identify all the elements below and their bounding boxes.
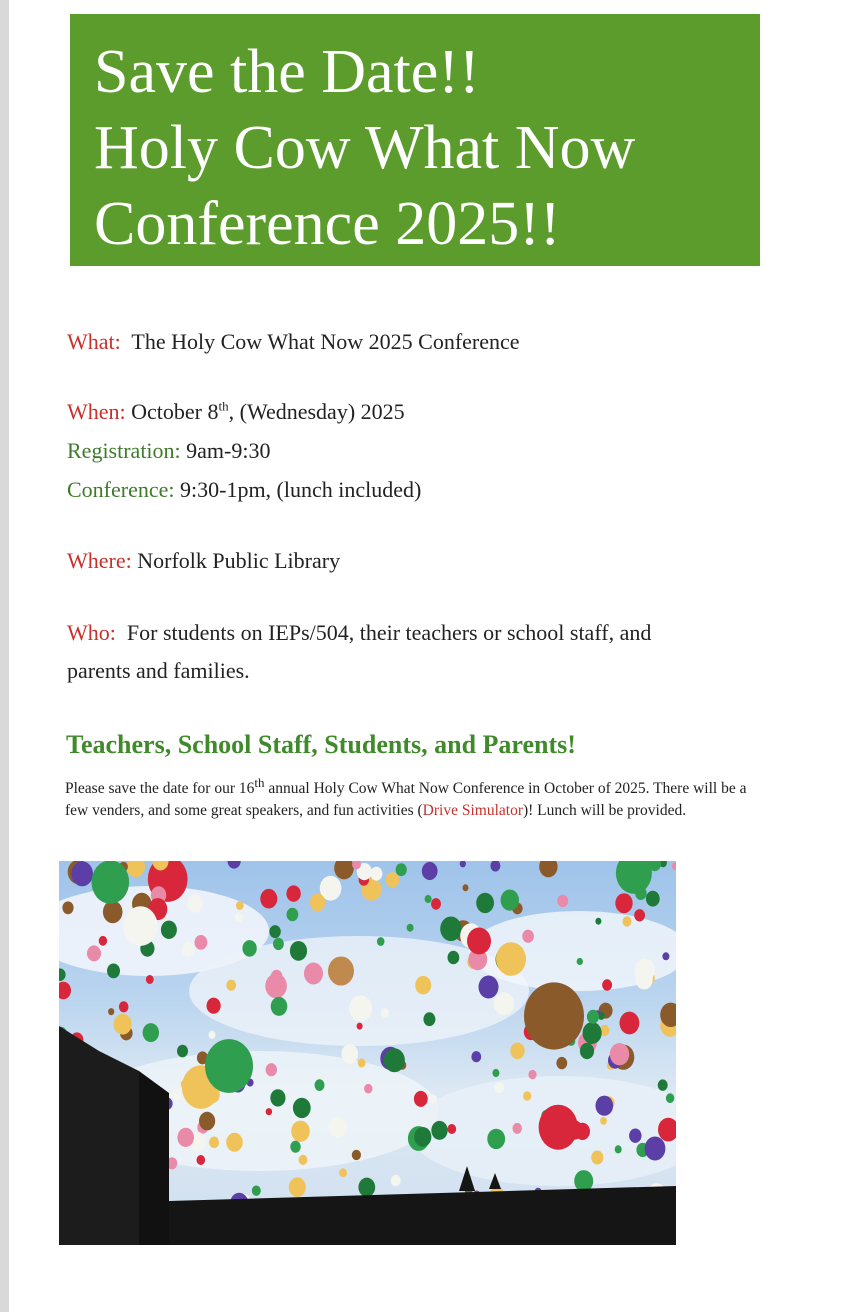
balloon xyxy=(182,942,195,957)
balloon xyxy=(334,861,354,879)
balloon xyxy=(447,1124,456,1134)
balloon xyxy=(615,893,632,913)
balloon xyxy=(583,1022,602,1044)
balloon xyxy=(197,1155,206,1165)
balloon xyxy=(623,916,632,926)
drive-simulator-highlight: Drive Simulator xyxy=(422,802,523,819)
balloon xyxy=(299,1155,308,1165)
registration-label: Registration: xyxy=(67,438,181,463)
balloon xyxy=(591,1151,603,1165)
balloon xyxy=(415,976,431,995)
balloon xyxy=(636,970,653,990)
balloon-large xyxy=(467,928,491,955)
balloon xyxy=(384,1048,405,1072)
balloon xyxy=(600,1117,607,1125)
banner-line-3: Conference 2025!! xyxy=(94,190,561,258)
balloon xyxy=(494,992,514,1015)
balloon xyxy=(513,1123,522,1134)
balloon xyxy=(114,906,120,913)
where-value: Norfolk Public Library xyxy=(137,548,341,573)
balloon xyxy=(266,1063,277,1076)
balloon xyxy=(396,863,407,876)
balloon xyxy=(242,940,256,957)
balloon xyxy=(87,945,101,961)
balloon xyxy=(181,1080,189,1089)
balloon xyxy=(510,1043,524,1060)
balloon xyxy=(177,1045,188,1058)
balloon xyxy=(577,958,583,965)
balloon xyxy=(228,861,241,869)
balloon xyxy=(265,974,287,999)
who-label: Who: xyxy=(67,620,116,645)
balloon xyxy=(290,1141,300,1153)
balloon xyxy=(260,889,277,909)
balloon-large xyxy=(205,1039,253,1093)
balloon xyxy=(252,1186,261,1196)
balloon xyxy=(269,925,280,938)
balloons-illustration xyxy=(59,861,676,1245)
balloon xyxy=(490,861,500,872)
what-row xyxy=(67,329,520,355)
balloon xyxy=(209,1031,216,1039)
balloon xyxy=(161,921,177,939)
balloon xyxy=(207,998,221,1014)
who-value-line-1: For students on IEPs/504, their teachers or school staff, and xyxy=(126,620,652,645)
balloon xyxy=(71,861,93,886)
balloon xyxy=(414,1091,428,1107)
balloon-large xyxy=(328,956,354,985)
balloon xyxy=(293,1098,311,1118)
balloon xyxy=(429,1094,437,1103)
balloon xyxy=(448,951,460,965)
balloon xyxy=(645,1137,666,1161)
balloon xyxy=(523,1091,531,1100)
balloon xyxy=(235,913,243,922)
who-value-line-2: parents and families. xyxy=(67,658,250,683)
when-label: When: xyxy=(67,399,126,424)
balloon xyxy=(271,997,288,1016)
balloon xyxy=(539,861,557,877)
balloon xyxy=(620,1012,640,1035)
balloon xyxy=(171,1089,181,1101)
balloon xyxy=(386,872,399,887)
balloon xyxy=(339,1168,347,1177)
what-label: What: xyxy=(67,329,121,354)
balloon xyxy=(463,884,469,891)
balloon xyxy=(59,968,66,981)
balloon xyxy=(431,898,441,910)
balloon xyxy=(431,1121,447,1140)
balloon xyxy=(349,995,372,1021)
banner-line-1: Save the Date!! xyxy=(94,38,480,106)
balloon xyxy=(103,901,123,924)
balloon xyxy=(662,952,669,960)
balloon xyxy=(119,1001,129,1012)
balloon-large xyxy=(524,982,584,1049)
balloon xyxy=(381,1008,389,1017)
registration-row xyxy=(67,438,270,464)
balloon xyxy=(658,1079,668,1090)
balloon xyxy=(364,1084,372,1094)
balloon xyxy=(341,1044,358,1063)
balloon xyxy=(476,893,494,913)
balloon xyxy=(107,964,120,979)
balloon-large xyxy=(496,942,526,976)
balloon xyxy=(557,895,568,907)
balloon xyxy=(646,891,660,907)
balloon xyxy=(501,890,519,911)
balloon xyxy=(199,1112,215,1131)
balloon xyxy=(226,1133,243,1152)
balloon xyxy=(226,980,236,991)
conference-value: 9:30-1pm, (lunch included) xyxy=(180,477,422,502)
balloon xyxy=(414,1127,431,1147)
balloon xyxy=(328,1117,346,1138)
balloon xyxy=(290,941,307,961)
balloon xyxy=(357,1023,363,1030)
banner-line-2: Holy Cow What Now xyxy=(94,114,636,182)
balloon xyxy=(629,1129,641,1143)
balloon xyxy=(556,1057,567,1069)
balloon xyxy=(177,1128,194,1147)
when-value: October 8th, (Wednesday) 2025 xyxy=(131,398,405,424)
balloon xyxy=(352,1150,361,1160)
where-label: Where: xyxy=(67,548,132,573)
balloon xyxy=(616,861,652,894)
balloon xyxy=(487,1129,505,1149)
balloon xyxy=(440,917,461,942)
balloon xyxy=(370,867,382,881)
balloon xyxy=(423,1012,435,1026)
balloon xyxy=(143,1023,159,1042)
balloon xyxy=(162,868,182,891)
balloon xyxy=(273,938,284,950)
balloon xyxy=(114,1014,132,1035)
balloon xyxy=(422,862,438,880)
balloon xyxy=(59,982,71,1000)
balloon xyxy=(391,1175,401,1186)
balloon xyxy=(596,1096,614,1116)
balloon xyxy=(377,937,385,946)
balloon xyxy=(291,1121,310,1142)
balloon xyxy=(289,1177,306,1197)
audience-heading: Teachers, School Staff, Students, and Parents! xyxy=(66,730,576,759)
balloon xyxy=(425,895,432,903)
balloon xyxy=(195,935,208,950)
balloon xyxy=(270,1089,285,1106)
balloon xyxy=(522,930,534,943)
balloon xyxy=(666,1093,674,1103)
where-row xyxy=(67,548,340,574)
balloon xyxy=(358,1058,366,1067)
balloon xyxy=(595,918,601,925)
balloon xyxy=(672,862,676,869)
balloon xyxy=(358,1178,375,1197)
balloon xyxy=(62,901,73,914)
balloon xyxy=(610,1043,629,1065)
balloon xyxy=(539,1105,578,1150)
conference-row xyxy=(67,477,421,503)
balloon xyxy=(634,909,645,921)
balloon xyxy=(407,924,414,932)
conference-label: Conference: xyxy=(67,477,175,502)
balloon xyxy=(494,1082,504,1093)
who-row-continued xyxy=(67,658,250,684)
balloon xyxy=(99,936,107,946)
registration-value: 9am-9:30 xyxy=(186,438,271,463)
balloon xyxy=(92,861,130,904)
balloon xyxy=(286,885,300,901)
balloon xyxy=(460,861,466,867)
balloons-photo xyxy=(59,861,676,1245)
description-paragraph: Please save the date for our 16th annual Holy Cow What Now Conference in October of 2025. There will be a few venders, and some great speakers, and fun activities (Drive Simulator)! Lunch will be provided. xyxy=(65,774,747,819)
balloon xyxy=(108,1008,114,1015)
balloon xyxy=(209,1137,219,1149)
balloon xyxy=(602,979,612,990)
balloon xyxy=(310,894,325,912)
balloon xyxy=(304,963,323,985)
page-edge xyxy=(0,0,9,1312)
what-value: The Holy Cow What Now 2025 Conference xyxy=(131,329,520,354)
balloon xyxy=(471,1051,481,1062)
who-row xyxy=(67,620,651,646)
balloon xyxy=(580,1043,594,1059)
balloon xyxy=(315,1079,325,1091)
save-the-date-banner xyxy=(70,14,760,266)
balloon xyxy=(126,861,145,877)
balloon xyxy=(587,1010,599,1024)
balloon xyxy=(287,908,299,922)
balloon xyxy=(547,1122,554,1130)
balloon xyxy=(615,1145,622,1153)
balloon xyxy=(123,906,157,946)
balloon xyxy=(492,1069,499,1077)
balloon xyxy=(266,1108,272,1115)
balloon xyxy=(479,976,499,999)
balloon xyxy=(528,1070,536,1079)
balloon xyxy=(236,901,244,910)
balloon xyxy=(146,975,154,984)
balloon xyxy=(187,895,203,913)
when-row xyxy=(67,399,405,425)
